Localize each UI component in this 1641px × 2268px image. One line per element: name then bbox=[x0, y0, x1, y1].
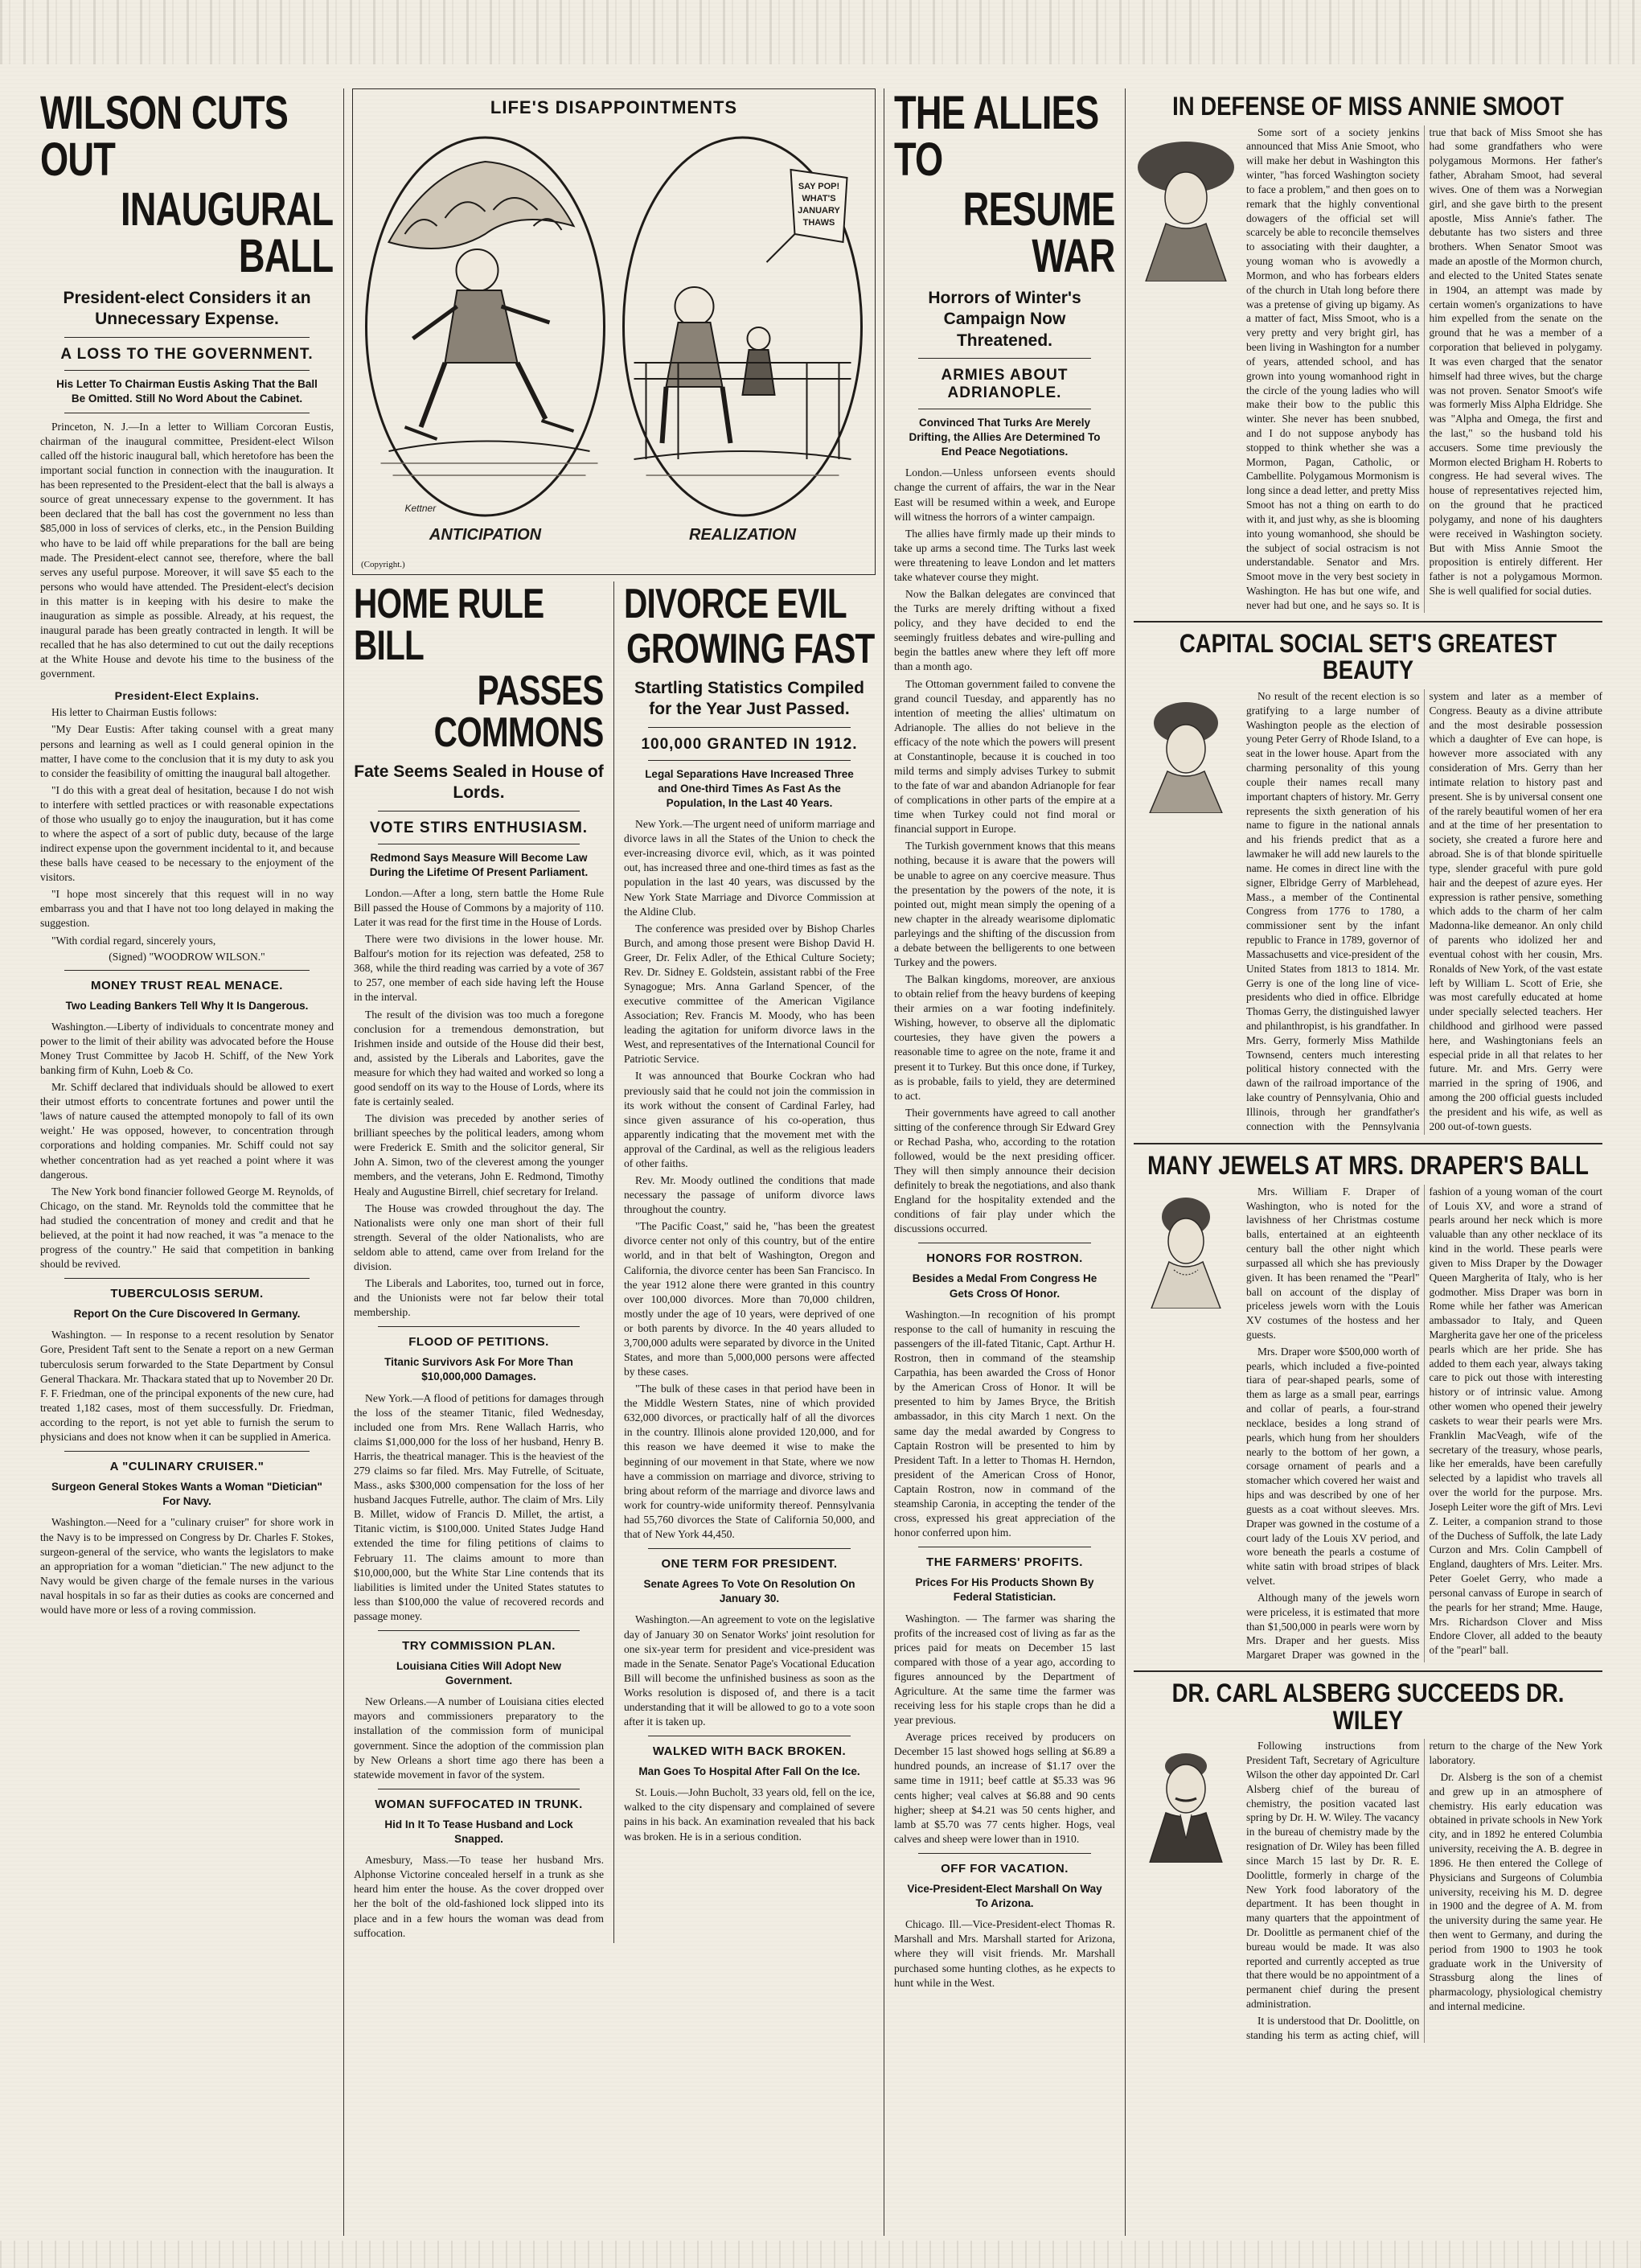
divorce-sub: Legal Separations Have Increased Three and One-third Times As Fast As the Population, In the Last 40 Years. bbox=[645, 767, 854, 809]
wilson-signature: (Signed) "WOODROW WILSON." bbox=[109, 950, 265, 963]
smoot-headline: IN DEFENSE OF MISS ANNIE SMOOT bbox=[1172, 92, 1564, 121]
divorce-body-6: "The bulk of these cases in that period have been in the Middle Western States, nine of which provided 632,000 divorces, or practically half of all the divorces in the country. Illinois alone provided 120,000, and for this reason we have deemed it wise to make the beginning of our movement in that State, where we now have a commission on marriage and divorce, striving to bring about reform of the marriage and divorce laws and work for country-wide uniformity thereof. Pennsylvania had 55,760 divorces the State of California 50,000, and that of New York 44,450. bbox=[624, 1383, 875, 1540]
draper-portrait bbox=[1134, 1188, 1238, 1309]
wilson-body-4: "I do this with a great deal of hesitation, because I do not wish to interfere with settled practices or with reasonable expectations of those who usually go to enjoy the inauguration, but it has come to where the aspect of a sort of public duty, because of the large indirect expense upon the government incidental to it, and because these balls have ceased to be necessary to the enjoyment of the visitors. bbox=[40, 783, 334, 884]
vacation-sub: Vice-President-Elect Marshall On Way To Arizona. bbox=[907, 1882, 1102, 1910]
divorce-body-5: "The Pacific Coast," said he, "has been the greatest divorce center not only of this country, but of the entire world, and in that belt of Washington, Oregon and California, the divorce center has been San Francisco. In the year 1912 alone there were granted in this country over 100,000 divorces. More than 70,000 children, mostly under the age of 10 years, were deprived of one or both parents by divorce. In the 40 years alluded to 3,700,000 adults were separated by divorce in the United States, and more than 5,000,000 persons were affected by these cases. bbox=[624, 1220, 875, 1378]
honors-sub: Besides a Medal From Congress He Gets Cross Of Honor. bbox=[912, 1272, 1097, 1300]
jewels-article-flow bbox=[1246, 1185, 1602, 1662]
capital-article-flow bbox=[1246, 689, 1602, 1135]
home-rule-deck: Fate Seems Sealed in House of Lords. bbox=[354, 762, 604, 803]
home-rule-body-1: London.—After a long, stern battle the Home Rule Bill passed the House of Commons by a majority of 110. Later it was read for the first time in the House of Lords. bbox=[354, 886, 604, 929]
divorce-body-3: It was announced that Bourke Cockran who had previously said that he could not join the commission in its work without the consent of Cardinal Farley, had since given assurance of his co-operation, thus apparently indicating that the movement met with the approval of the Cardinal, as well as the religious leaders of other faiths. bbox=[624, 1070, 875, 1169]
home-rule-body-6: The Liberals and Laborites, too, turned out in force, and the Unionists were not far below their total membership. bbox=[354, 1276, 604, 1319]
portrait-illustration bbox=[1134, 1742, 1238, 1863]
allies-body-6: The Balkan kingdoms, moreover, are anxious to obtain relief from the heavy burdens of keeping their armies on a war footing indefinitely. Wishing, however, to observe all the diplomatic courtesies, they have given the powers a reasonable time to agree on the note, frame it and present it to Turkey. But this once done, if Turkey, as is probable, fails to yield, they are determined to act. bbox=[894, 973, 1115, 1102]
alsberg-portrait bbox=[1134, 1742, 1238, 1863]
balloon-line-1: SAY POP! bbox=[798, 182, 840, 191]
flood-head: FLOOD OF PETITIONS. bbox=[408, 1335, 549, 1350]
wilson-body-3: "My Dear Eustis: After taking counsel with a great many persons and learning as well as I could general opinion in the matter, I have come to the conclusion that it is my duty to ask you to consider the feasibility of omitting the inaugural ball altogether. bbox=[40, 723, 334, 779]
jewels-body-2: Mrs. Draper wore $500,000 worth of pearls, which included a five-pointed tiara of pear-shaped pearls, some of them as large as a small pear, earrings and collar of pearls, a four-strand necklace, besides a long strand of pearls, which hung from her shoulders nearly to the bottom of her gown, a corsage ornament of pearls and a stomacher which covered her waist and hips and was described by one of her guests as a coat without sleeves. Mrs. Draper was gowned in the costume of a court lady of the Louis XV period, and wore beneath the pearls a costume of white satin with broad stripes of black velvet. bbox=[1246, 1345, 1420, 1588]
realization-oval bbox=[624, 138, 862, 516]
walked-body: St. Louis.—John Bucholt, 33 years old, fell on the ice, walked to the city dispensary and complained of severe pains in his back. An examination revealed that his back was broken. He is in a serious condition. bbox=[624, 1786, 875, 1843]
honors-head: HONORS FOR ROSTRON. bbox=[926, 1251, 1083, 1266]
tuberculosis-body: Washington. — In response to a recent resolution by Senator Gore, President Taft sent to the Senate a report on a new German tuberculosis serum forwarded to the State Department by Consul General Thackara. Mr. Thackara stated that up to November 20 Dr. F. F. Friedman, one of the principal exponents of the new cure, had treated 1,182 cases, most of them successfully. Dr. Friedman, according to the report, is not yet able to furnish the serum to physicians and does not know when it can be supplied in America. bbox=[40, 1329, 334, 1443]
home-rule-body-2: There were two divisions in the lower house. Mr. Balfour's motion for its rejection was defeated, 258 to 368, while the third reading was carried by a vote of 367 to 257, one member of each side having left the House in the interval. bbox=[354, 933, 604, 1004]
alsberg-article-flow bbox=[1246, 1739, 1602, 2042]
column-1 bbox=[31, 88, 344, 2236]
tuberculosis-sub: Report On the Cure Discovered In Germany. bbox=[73, 1308, 301, 1321]
allies-sub: Convinced That Turks Are Merely Drifting, the Allies Are Determined To End Peace Negotiations. bbox=[909, 416, 1101, 458]
capital-body: No result of the recent election is so gratifying to a large number of Washington people as the election of young Peter Gerry of Rhode Island, to a seat in the lower house. Apart from the charming personality of this young couple their names recall many important chapters of history. Mr. Gerry represents the sixth generation of his name to figure in the national annals and his friends predict that as a lawmaker he will add new laurels to the name. He comes in direct line with the signer, Elbridge Gerry of Marblehead, Mass., a member of the Continental Congress from 1776 to 1780, a commissioner sent by the infant republic to France in 1789, governor of Massachusetts and vice-president of the United States from 1813 to 1814. Mr. Gerry is one of the long line of vice-presidents who died in office. Elbridge Thomas Gerry, the distinguished lawyer and philanthropist, is his grandfather. In Mrs. Gerry, formerly Miss Mathilde Townsend, centers much interesting political history connected with the dawn of the railroad importance of the lake country of Pennsylvania, Ohio and Illinois, through her grandfather's connection with the Pennsylvania system and later as a member of Congress. Beauty as a divine attribute and the most desirable possession which a daughter of Eve can hope, is however more associated with any consideration of Mrs. Gerry than her intimate relation to history past and present. She is by universal consent one of the rarely beautiful women of her era and at the time of her presentation to society, she created a furore here and abroad. She is of that blonde spirituelle type, slender graceful with pure gold hair and the deepest of azure eyes. Her expression is rather pensive, something which adds to the charm of her calm Madonna-like demeanor. An only child of parents who idolized her and eventual cohost with her cousin, Mrs. Ronalds of New York, of the vast estate left by William L. Scott of Erie, she was most carefully educated at home under specially selected teachers. Her childhood and girlhood were passed here, and Washingtonians feels an especial pride in all that relates to her future. Mr. and Mrs. Gerry were married in the spring of 1906, and among the 200 official guests included the president and his wife, as well as 200 out-of-town guests. bbox=[1246, 689, 1602, 1132]
allies-body-4: The Ottoman government failed to convene the grand council Tuesday, and apparently has no intention of meeting the allies' ultimatum on Adrianople. The allies do not believe in the efficacy of the note which the powers will present at Constantinople, because it is couched in too mild terms and simply advises Turkey to submit to the fate of war and abandon Adrianople for fear of complications in other parts of the empire at a time when Turkey could not find moral or financial support in Europe. bbox=[894, 677, 1115, 836]
caption-realization: REALIZATION bbox=[689, 526, 796, 544]
divider bbox=[64, 970, 310, 971]
jewels-body-3: Although many of the jewels worn were priceless, it is estimated that more than $1,500,000 in pearls were worn by Mrs. Draper and her guests. Miss Margaret Draper was gowned in the fashion of a young woman of the court of Louis XV, and wore a strand of pearls around her neck which is more valuable than any other necklace of its kind in the world. These pearls were given to Miss Draper by the Dowager Queen Margherita of Italy, who is her godmother. Miss Draper was born in Rome while her father was American ambassador to Italy, and Queen Margherita gave her one of the priceless pearls which are her pride. She has added to them each year, always taking care to pick out those with interesting history or of intrinsic value. Among other women who opened their jewelry caskets to wear their pearls were Mrs. Franklin MacVeagh, wife of the secretary of the treasury, whose pearls, like her emeralds, have been carefully selected by a lapidist who travels all over the world for the purpose. Mrs. Joseph Leiter wore the gift of Mrs. Levi Z. Leiter, a companion strand to those of the Duchess of Suffolk, the late Lady Curzon and Mrs. Colin Campbell of England, daughters of Mrs. Leiter. Mrs. Peter Goelet Gerry, who made a personal canvass of Europe in search of the pearls for her strand; Mme. Hauge, Mrs. Richardson Clover and Miss Endore Clover, all added to the beauty of the "pearl" ball. bbox=[1246, 1185, 1602, 1662]
portrait-illustration bbox=[1134, 129, 1238, 281]
smoot-portrait bbox=[1134, 129, 1238, 281]
farmers-sub: Prices For His Products Shown By Federal Statistician. bbox=[915, 1576, 1094, 1604]
wilson-body-1: Princeton, N. J.—In a letter to William Corcoran Eustis, chairman of the inaugural committee, President-elect Wilson called off the historic inaugural ball, which heretofore has been the important social function in connection with the inauguration. It has been represented to the President-elect that the ball is always a source of great unnecessary expense to the government. It has been declared that the ball has cost the government no less than $85,000 in loss of services of clerks, etc., in the Pension Building who have to be laid off while preparations for the ball are being made. The President-elect cannot see, therefore, where the ball serves any useful purpose. Moreover, it will save $5 each to the persons who would have attended. The President-elect's decision in this matter is in keeping with his desire to make the inauguration as simple as possible. Already, at his request, the inaugural parade has been greatly contracted in length. It will be recalled that he has also determined to cut out the daily receptions at the White House and devote his time to the business of the government. bbox=[40, 420, 334, 680]
one-term-body: Washington.—An agreement to vote on the legislative day of January 30 on Senator Works' joint resolution for one six-year term for president and vice-president was made in the Senate. Senator Page's Vocational Education Bill will become the unfinished business as soon as the Works resolution is disposed of, and there is a tacit understanding that it will be allowed to go to a vote soon after it is taken up. bbox=[624, 1613, 875, 1728]
alsberg-body-3: Dr. Alsberg is the son of a chemist and grew up in an atmosphere of chemistry. His early education was obtained in private schools in New York city, and in 1892 he entered Columbia university, receiving the A. B. degree in 1896. He then entered the College of Physicians and Surgeons of Columbia university, receiving his M. D. degree in 1900 and the degree of A. M. from the university during the same year. He then went to Germany, and during the period from 1900 to 1903 he took graduate work in the University of Strassburg along the lines of pharmacology, physiological chemistry and internal medicine. bbox=[1429, 1770, 1602, 2013]
money-trust-body-3: The New York bond financier followed George M. Reynolds, of Chicago, on the stand. Mr. Reynolds told the committee that he had studied the concentration of money and credit and that he believed, at the point it had now reached, it was "a menace to the progress of the country." He said that competition in banking should be revived. bbox=[40, 1185, 334, 1271]
divider bbox=[648, 760, 851, 761]
portrait-illustration bbox=[1134, 692, 1238, 813]
walked-head: WALKED WITH BACK BROKEN. bbox=[652, 1744, 847, 1759]
divorce-body-4: Rev. Mr. Moody outlined the conditions that made necessary the passage of uniform divorce laws throughout the country. bbox=[624, 1174, 875, 1216]
home-rule-sub: Redmond Says Measure Will Become Law During the Lifetime Of Present Parliament. bbox=[369, 851, 589, 878]
allies-deck2: ARMIES ABOUT ADRIANOPLE. bbox=[941, 366, 1069, 401]
column-4 bbox=[884, 88, 1126, 2236]
balloon-line-2: WHAT'S bbox=[802, 194, 836, 203]
divider bbox=[378, 1326, 580, 1327]
jewels-body-1: Mrs. William F. Draper of Washington, who is noted for the lavishness of her Christmas costume balls, entertained at an eighteenth century ball the other night which surpassed all which she has previously given. It has been renamed the "Pearl" ball on account of the display of priceless jewels worn with the Louis XV costumes of the hostess and her guests. bbox=[1246, 1185, 1420, 1341]
divider bbox=[648, 727, 851, 728]
trunk-head: WOMAN SUFFOCATED IN TRUNK. bbox=[375, 1797, 583, 1811]
tuberculosis-head: TUBERCULOSIS SERUM. bbox=[110, 1287, 264, 1301]
divider bbox=[64, 370, 310, 371]
column-2 bbox=[344, 581, 614, 1943]
column-3 bbox=[614, 581, 884, 1943]
allies-headline-line2: RESUME WAR bbox=[962, 183, 1115, 282]
cruiser-body: Washington.—Need for a "culinary cruiser" for shore work in the Navy is to be impressed on Congress by Dr. Charles F. Stokes, surgeon-general of the service, who wants the legislators to make an appropriation for a woman "dietician." The new adjunct to the Navy would be given charge of the female nurses in the various naval hospitals in so far as their duties as cooks are concerned and would have more or less of a roving commission. bbox=[40, 1516, 334, 1616]
money-trust-body-1: Washington.—Liberty of individuals to concentrate money and power to the limit of their ability was advocated before the House Money Trust Committee by Jacob H. Schiff, of the New York banking firm of Kuhn, Loeb & Co. bbox=[40, 1020, 334, 1077]
flood-sub: Titanic Survivors Ask For More Than $10,000,000 Damages. bbox=[384, 1356, 573, 1383]
divider bbox=[64, 1451, 310, 1452]
wilson-sub: His Letter To Chairman Eustis Asking That the Ball Be Omitted. Still No Word About the Cabinet. bbox=[56, 377, 318, 405]
commission-head: TRY COMMISSION PLAN. bbox=[402, 1638, 556, 1653]
allies-body-7: Their governments have agreed to call another sitting of the conference through Sir Edward Grey or Rechad Pasha, who, according to the rotation followed, would be the next presiding officer. They will then simply announce their decision definitely to break the negotiations, and also thank England for the hospitality extended and the conditions of fair play under which the discussions occurred. bbox=[894, 1106, 1115, 1235]
alsberg-headline: DR. CARL ALSBERG SUCCEEDS DR. WILEY bbox=[1171, 1678, 1565, 1735]
bottom-edge-scuff bbox=[0, 2241, 1641, 2268]
money-trust-body-2: Mr. Schiff declared that individuals should be allowed to exert their utmost efforts to concentrate fortunes and power until the 'laws of nature caused the attempted monopoly to fall of its own weight.' He was opposed, however, to concentration through corporations and holding companies. Mr. Schiff could not say whether concentration had as yet reached a point where it was dangerous. bbox=[40, 1081, 334, 1181]
divider bbox=[64, 337, 310, 338]
wilson-headline-line2: INAUGURAL BALL bbox=[120, 183, 334, 282]
balloon-line-3: JANUARY bbox=[798, 206, 840, 216]
columns-2-3-lower bbox=[344, 581, 884, 1943]
divider bbox=[918, 1853, 1091, 1854]
gerry-portrait bbox=[1134, 692, 1238, 813]
commission-body: New Orleans.—A number of Louisiana cities elected mayors and commissioners preparatory to the installation of the commission form of municipal government. Since the adoption of the commission plan by New Orleans a short time ago there has been a statewide movement in favor of the system. bbox=[354, 1695, 604, 1781]
home-rule-body-4: The division was preceded by another series of brilliant speeches by the political leaders, among whom were Frederick E. Smith and the solicitor general, Sir John A. Simon, two of the cleverest among the younger members, and the veterans, John E. Redmond, Timothy Healy and Augustine Birrell, chief secretary for Ireland. bbox=[354, 1112, 604, 1198]
cartoon-illustration bbox=[356, 121, 872, 560]
allies-body-5: The Turkish government knows that this means nothing, because it is aware that the powers will be unable to agree on any coercive measure. Thus the presentation by the powers of the note, it is pointed out, might mean simply the opening of a new chapter in the already wearisome diplomatic parleyings and the shifting of the discussion from a debate between the belligerents to one between Turkey and the powers. bbox=[894, 840, 1115, 968]
balloon-line-4: THAWS bbox=[802, 218, 835, 228]
divorce-headline-line1: DIVORCE EVIL bbox=[624, 581, 847, 627]
home-rule-headline-line1: HOME RULE BILL bbox=[354, 581, 544, 669]
svg-text:Kettner: Kettner bbox=[404, 503, 437, 514]
allies-headline-line1: THE ALLIES TO bbox=[894, 88, 1099, 186]
allies-body-1: London.—Unless unforseen events should change the current of affairs, the war in the Near East will be resumed within a week, and Europe will witness the horrors of a winter campaign. bbox=[894, 466, 1115, 523]
alsberg-body-2: It is understood that Dr. Doolittle, on standing his term as acting chief, will return to the charge of the New York laboratory. bbox=[1246, 1740, 1602, 2041]
home-rule-headline-line2: PASSES COMMONS bbox=[433, 668, 604, 756]
money-trust-sub: Two Leading Bankers Tell Why It Is Dangerous. bbox=[65, 999, 309, 1012]
divider bbox=[918, 358, 1091, 359]
wilson-headline-line1: WILSON CUTS OUT bbox=[40, 88, 289, 186]
divider bbox=[378, 1630, 580, 1631]
home-rule-deck2: VOTE STIRS ENTHUSIASM. bbox=[369, 819, 589, 836]
wilson-body-6: "With cordial regard, sincerely yours, bbox=[51, 934, 216, 947]
home-rule-body-3: The result of the division was too much a foregone conclusion for a tremendous demonstration, but Irishmen inside and outside of the House did their best, and, assisted by the Liberals and Laborites, gave the measure for which they had waited and worked so long a good sendoff on its way to the House of Lords, where its fate is certainly sealed. bbox=[354, 1008, 604, 1108]
flood-body: New York.—A flood of petitions for damages through the loss of the steamer Titanic, filed Wednesday, included one from Mrs. Rene Wallach Harris, who claims $1,000,000 for the loss of her husband, Henry B. Harris, the theatrical manager. This is the heaviest of the 279 claims so far filed. Mrs. May Futrelle, of Scituate, Mass., asks $300,000 compensation for the loss of her husband Jacques Futrelle, author. The claim of Mrs. Lily B. Millet, widow of Francis D. Millet, the artist, a Titanic victim, is $100,000. United States Judge Hand extended the time for filing petitions of claims to February 11. The claims amount to more than $10,000,000, but the White Star Line contends that its liabilities is limited under the United States statutes to less than $100,000 the value of recovered records and passage money. bbox=[354, 1391, 604, 1622]
top-edge-scuff bbox=[0, 0, 1641, 64]
farmers-body-1: Washington. — The farmer was sharing the profits of the increased cost of living as far as the prices paid for meats on December 15 last compared with those of a year ago, according to figures announced by the Department of Agriculture. At the same time the farmer was receiving less for his staple crops than he did a year previous. bbox=[894, 1612, 1115, 1727]
cartoon-copyright: (Copyright.) bbox=[361, 560, 405, 569]
walked-sub: Man Goes To Hospital After Fall On the Ice. bbox=[638, 1765, 860, 1778]
cruiser-head: A "CULINARY CRUISER." bbox=[109, 1459, 265, 1473]
wilson-body-2: His letter to Chairman Eustis follows: bbox=[51, 706, 217, 719]
wilson-body-5: "I hope most sincerely that this request will in no way embarrass you and that I have not too long delayed in making the suggestion. bbox=[40, 888, 334, 930]
allies-body-3: Now the Balkan delegates are convinced that the Turks are merely drifting without a fixed policy, and they have decided to end the seemingly fruitless debates and wire-pulling and begin the battles anew where they left off more than a month ago. bbox=[894, 588, 1115, 673]
divorce-body-1: New York.—The urgent need of uniform marriage and divorce laws in all the States of the Union to check the ever-increasing divorce evil, which, as it was pointed out, has increased three and one-third times as fast as the population in the last 40 years, was discussed by the New York State Marriage and Divorce Commission at the Aldine Club. bbox=[624, 818, 875, 918]
trunk-sub: Hid In It To Tease Husband and Lock Snapped. bbox=[384, 1818, 573, 1846]
divider bbox=[1134, 1143, 1602, 1144]
home-rule-body-5: The House was crowded throughout the day. The Nationalists were only one man short of their full strength. Several of the older Nationalists, who are seldom able to attend, came over from Ireland for the division. bbox=[354, 1202, 604, 1272]
allies-deck: Horrors of Winter's Campaign Now Threatened. bbox=[928, 289, 1081, 350]
one-term-sub: Senate Agrees To Vote On Resolution On January 30. bbox=[643, 1577, 855, 1605]
farmers-head: THE FARMERS' PROFITS. bbox=[926, 1555, 1083, 1570]
allies-body-2: The allies have firmly made up their minds to take up arms a second time. The Turks last week were threatening to leave London and let matters take whatever course they might. bbox=[894, 527, 1115, 583]
capital-headline: CAPITAL SOCIAL SET'S GREATEST BEAUTY bbox=[1179, 628, 1557, 685]
wilson-deck: President-elect Considers it an Unnecessary Expense. bbox=[63, 289, 311, 329]
divorce-deck2: 100,000 GRANTED IN 1912. bbox=[641, 735, 858, 753]
smoot-body: Some sort of a society jenkins announced that Miss Anie Smoot, who will make her debut in Washington this winter, "has forced Washington society to face a problem," and then goes on to remark that the highly conventional dowagers of the official set will scarcely be able to reconcile themselves to associating with their daughter, a young woman who is avowedly a Mormon, and who has forbears elders of the church in Utah long before there was a pretense of giving up bigamy. As a matter of fact, Miss Smoot, who is a very pretty and very bright girl, has been living in Washington for a number of years, attended school, and has grown into young womanhood right in the circle of the young ladies who will make their bow to the public this winter. She never has been snubbed, and I do not suppose anybody has stopped to think whether she was a Mormon, Pagan, Catholic, or Cambellite. Polygamous Mormonism is long since a dead letter, and pretty Miss Smoot has not a thing on earth to do with it, and just why, as she is blooming into young womanhood, she should be the subject of social ostracism is not understandable. Senator and Mrs. Smoot move in the very best society in Washington. He has but one wife, and never had but one, and he says so. It is true that back of Miss Smoot she has had some grandfathers who were polygamous Mormons. Her father's father, Abraham Smoot, had several wives. One of them was a Norwegian girl, and she gave birth to the present apostle, Miss Annie's father. The debutante has two sisters and three brothers. When Senator Smoot was made an apostle of the Mormon church, and elected to the United States senate in 1904, an attempt was made by certain women's organizations to have him expelled from the senate on the ground that he was a member of a corporation that believed in polygamy. It was even charged that the senator himself had three wives, but the charge was not proven. Senator Smoot's wife was formerly Miss Alpha Eldridge. She was "Alpha and Omega, the first and the last," so the husband told his accusers. Some time previously the Mormon elected Brigham H. Roberts to congress. He had several wives. The house of representatives rejected him, on the ground that he practiced polygamy, and none of his daughters were received in Washington society. But with Miss Annie Smoot the proposition is entirely different. Her father is not a polygamous Mormon. She is well qualified for social duties. bbox=[1246, 125, 1602, 611]
vacation-body: Chicago. Ill.—Vice-President-elect Thomas R. Marshall and Mrs. Marshall started for Arizona, where they will visit friends. Mr. Marshall purchased some hunting clothes, as he expects to hunt while in the West. bbox=[894, 1918, 1115, 1989]
farmers-body-2: Average prices received by producers on December 15 last showed hogs selling at $6.89 a hundred pounds, an increase of $1.17 over the same time in 1911; beef cattle at $5.33 was 96 cents higher; veal calves at $6.88 and 90 cents higher; sheep at $4.21 was 50 cents higher, and lamb at $5.70 was 77 cents higher. Hogs, veal calves and sheep were lower than in 1910. bbox=[894, 1731, 1115, 1845]
columns-5-6 bbox=[1126, 88, 1610, 2236]
column-grid bbox=[31, 88, 1610, 2236]
vacation-head: OFF FOR VACATION. bbox=[941, 1861, 1069, 1876]
cartoon-title: LIFE'S DISAPPOINTMENTS bbox=[490, 97, 738, 117]
wilson-deck2: A LOSS TO THE GOVERNMENT. bbox=[60, 345, 314, 363]
portrait-illustration bbox=[1134, 1188, 1238, 1309]
divider bbox=[1134, 1670, 1602, 1672]
columns-2-3 bbox=[344, 88, 884, 2236]
honors-body: Washington.—In recognition of his prompt response to the call of humanity in rescuing the passengers of the ill-fated Titanic, Capt. Arthur H. Rostron, then in command of the steamship Carpathia, has been awarded the Cross of Honor by the American Cross of Honor. It will be presented to him by James Bryce, the British ambassador, in this city March 1 next. On the same day the medal awarded by Congress to Captain Rostron will be presented to him by President Taft. In a letter to Thomas H. Herndon, president of the American Cross of Honor, Captain Rostron, now in command of the steamship Caronia, in accepting the tender of the cross, expressed his great appreciation of the honor conferred upon him. bbox=[894, 1308, 1115, 1539]
divorce-body-2: The conference was presided over by Bishop Charles Burch, and among those present were Bishop David H. Greer, Dr. Felix Adler, of the Ethical Culture Society; Rev. Dr. Sidney E. Goldstein, assistant rabbi of the Free Synagogue; Mrs. Anna Garland Spencer, of the executive committee of the American Vigilance Association; Rev. Francis M. Moody, who has been leading the agitation for uniform divorce laws in the West, and representatives of the International Council for Patriotic Service. bbox=[624, 922, 875, 1066]
divider bbox=[64, 1278, 310, 1279]
trunk-body: Amesbury, Mass.—To tease her husband Mrs. Alphonse Victorine concealed herself in a trunk as she heard him enter the house. As the cover dropped over her the bolt of the old-fashioned lock slipped into its place and in a few hours the woman was dead from suffocation. bbox=[354, 1854, 604, 1939]
commission-sub: Louisiana Cities Will Adopt New Government. bbox=[396, 1659, 561, 1687]
one-term-head: ONE TERM FOR PRESIDENT. bbox=[661, 1556, 838, 1571]
wilson-explains-head: President-Elect Explains. bbox=[114, 689, 260, 703]
alsberg-body-1: Following instructions from President Taft, Secretary of Agriculture Wilson the other day appointed Dr. Carl Alsberg chief of the bureau of chemistry, the position vacated last spring by Dr. H. W. Wiley. The vacancy in the bureau of chemistry made by the resignation of Dr. Wiley has been filled since March 15 last by Dr. R. E. Doolittle, formerly in charge of the New York food laboratory of the department. It has been thought in many quarters that the appointment of Dr. Doolittle as permanent chief of the bureau would be made. It was also reported and currently accepted as true that there would be no appointment of a permanent chief during the present administration. bbox=[1246, 1740, 1420, 2011]
money-trust-head: MONEY TRUST REAL MENACE. bbox=[91, 978, 283, 992]
caption-anticipation: ANTICIPATION bbox=[429, 526, 542, 544]
smoot-article-flow bbox=[1246, 125, 1602, 613]
divorce-headline-line2: GROWING FAST bbox=[626, 626, 875, 672]
divider bbox=[648, 1548, 851, 1549]
divider bbox=[1134, 621, 1602, 622]
divorce-deck: Startling Statistics Compiled for the Year Just Passed. bbox=[634, 679, 864, 719]
cruiser-sub: Surgeon General Stokes Wants a Woman "Dietician" For Navy. bbox=[51, 1480, 322, 1508]
cartoon-panel bbox=[352, 88, 876, 575]
jewels-headline: MANY JEWELS AT MRS. DRAPER'S BALL bbox=[1147, 1151, 1589, 1181]
anticipation-oval bbox=[367, 138, 605, 516]
